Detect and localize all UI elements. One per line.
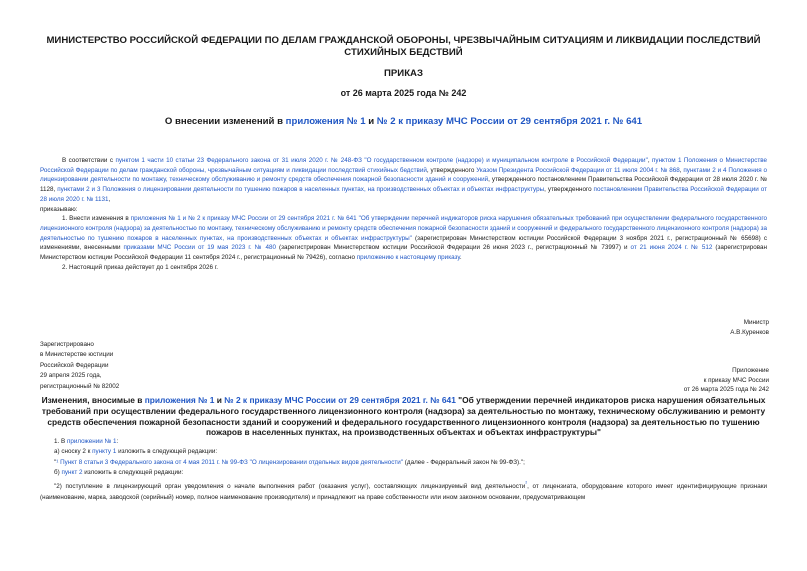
- item-footnote-quote: [40, 458, 767, 468]
- regulation-1131-link[interactable]: пунктами 2 и 3 Положения о лицензировании деятельности по тушению пожаров в населенных пунктах, на производственных объектах и объектах инфраструктуры: [57, 186, 545, 194]
- law-248-link[interactable]: пунктом 1 части 10 статьи 23 Федерального закона от 31 июля 2020 г. № 248-ФЗ "О государственном контроле (надзоре) и муниципальном контроле в Российской Федерации": [115, 157, 648, 164]
- point-2-paragraph: 2. Настоящий приказ действует до 1 сентября 2026 г.: [62, 263, 219, 271]
- item-a: [40, 447, 767, 457]
- appendix-link[interactable]: приложению к настоящему приказу: [356, 254, 460, 262]
- item-1: [40, 437, 767, 447]
- registration-line: в Министерстве юстиции: [40, 351, 114, 359]
- item-text: изложить в следующей редакции:: [116, 448, 218, 456]
- point-1-text: .: [459, 254, 462, 262]
- document-type: ПРИКАЗ: [384, 68, 423, 79]
- point-1-paragraph: [40, 214, 767, 263]
- item-text: б): [54, 469, 62, 477]
- signer-position: Министр: [743, 319, 769, 326]
- preamble-text: ,: [679, 166, 684, 174]
- changes-link-appendix-1[interactable]: приложения № 1: [144, 395, 215, 405]
- appendix-header: [684, 366, 769, 395]
- registration-line: Зарегистрировано: [40, 341, 94, 348]
- item-text: (далее - Федеральный закон № 99-ФЗ).";: [403, 458, 525, 466]
- point-1-link[interactable]: пункту 1: [92, 448, 117, 456]
- subject-mid: и: [365, 116, 377, 127]
- registration-line: Российской Федерации: [40, 361, 109, 369]
- point-1-text: (зарегистрирован Министерством юстиции Российской Федерации 11 сентября 2024 г., регистрационный № 79426), согласно: [40, 244, 767, 262]
- item-b: [40, 468, 767, 478]
- item-text: 1. В: [54, 438, 67, 445]
- item-text: а) сноску 2 к: [54, 448, 93, 456]
- point-1-text: 1. Внести изменения в: [62, 215, 131, 223]
- decree-868-link[interactable]: Указом Президента Российской Федерации от 11 июля 2004 г. № 868: [476, 166, 680, 174]
- point-2-link[interactable]: пункт 2: [61, 469, 83, 477]
- regulation-1128-link[interactable]: пунктами 2 и 4 Положения о лицензировании деятельности по монтажу, техническому обслуживанию и ремонту средств обеспечения пожарной безопасности зданий и сооружений: [40, 166, 767, 184]
- registration-block: [40, 340, 119, 392]
- order-480-link[interactable]: приказами МЧС России от 19 мая 2023 г. № 480: [123, 244, 277, 252]
- order-body: [40, 156, 767, 272]
- preamble-text: , утвержденного: [426, 166, 477, 174]
- changes-title-text: и: [214, 395, 225, 405]
- order-subject: [0, 116, 807, 127]
- preamble-paragraph: [40, 156, 767, 205]
- changes-items: [40, 437, 767, 503]
- changes-title-text: Изменения, вносимые в: [41, 395, 145, 405]
- registration-line: регистрационный № 82002: [40, 382, 120, 390]
- preamble-text: , утвержденного: [544, 186, 594, 194]
- subject-link-appendix-2[interactable]: № 2 к приказу МЧС России от 29 сентября 2021 г. № 641: [376, 116, 643, 127]
- prikazyvayu-line: приказываю:: [40, 205, 78, 213]
- appendix-line: Приложение: [732, 367, 769, 374]
- item-text: "2) поступление в лицензирующий орган уведомления о начале выполнения работ (оказания услуг), составляющих лицензируемый вид деятельности: [54, 482, 526, 490]
- subject-prefix: О внесении изменений в: [164, 116, 286, 127]
- changes-title-text: "Об утверждении перечней индикаторов риска нарушения обязательных требований при осуществлении федерального государственного лицензионного контроля (надзора) за деятельностью по монтажу, техническому обслуживанию и ремонту средств обеспечения пожарной безопасности зданий и сооружений и федерального государственного лицензионного контроля (надзора) за деятельностью по тушению пожаров в населенных пунктах, на производственных объектах и объектах инфраструктуры": [41, 395, 766, 438]
- changes-title: [40, 395, 767, 438]
- footnote-2-marker[interactable]: ²: [525, 480, 528, 487]
- preamble-text: В соответствии с: [62, 157, 116, 164]
- law-99-link[interactable]: ¹ Пункт 8 статьи 3 Федерального закона от 4 мая 2011 г. № 99-ФЗ "О лицензировании отдельных видов деятельности": [56, 458, 404, 466]
- item-point-2-text: [40, 479, 767, 503]
- subject-link-appendix-1[interactable]: приложения № 1: [285, 116, 366, 127]
- point-1-text: (зарегистрирован Министерством юстиции Российской Федерации 26 июня 2023 г., регистрационный № 73997) и: [276, 244, 631, 252]
- signer-name: А.В.Куренков: [730, 328, 769, 336]
- mchs-regulation-link[interactable]: пунктом 1 Положения о Министерстве Российской Федерации по делам гражданской обороны, чрезвычайным ситуациям и ликвидации последствий стихийных бедствий: [40, 157, 768, 174]
- signer-block: [730, 318, 769, 337]
- point-1-text: (зарегистрирован Министерством юстиции Российской Федерации 3 ноября 2021 г., регистрационный № 65698) с изменениями, внесенными: [40, 234, 767, 252]
- appendix-line: от 26 марта 2025 года № 242: [683, 386, 769, 393]
- order-641-link[interactable]: приложения № 1 и № 2 к приказу МЧС России от 29 сентября 2021 г. № 641 "Об утверждении перечней индикаторов риска нарушения обязательных требований при осуществлении федерального государственного лицензионного контроля (надзора) за деятельностью по монтажу, техническому обслуживанию и ремонту средств обеспечения пожарной безопасности зданий и сооружений и федерального государственного лицензионного контроля (надзора) за деятельностью по тушению пожаров в населенных пунктах, на производственных объектах и объектах инфраструктуры": [40, 215, 767, 242]
- item-text: изложить в следующей редакции:: [82, 469, 184, 477]
- registration-line: 29 апреля 2025 года,: [40, 372, 102, 380]
- appendix-1-link[interactable]: приложении № 1: [66, 438, 117, 445]
- order-512-link[interactable]: от 21 июня 2024 г. № 512: [630, 244, 713, 252]
- preamble-text: , утвержденного постановлением Правительства Российской Федерации от 28 июля 2020 г. № 1128,: [40, 176, 767, 194]
- resolution-1131-link[interactable]: постановлением Правительства Российской Федерации от 28 июля 2020 г. № 1131: [40, 186, 767, 203]
- preamble-text: ,: [647, 157, 653, 164]
- order-date-number: от 26 марта 2025 года № 242: [340, 88, 467, 98]
- appendix-line: к приказу МЧС России: [703, 376, 769, 384]
- ministry-name: МИНИСТЕРСТВО РОССИЙСКОЙ ФЕДЕРАЦИИ ПО ДЕЛАМ ГРАЖДАНСКОЙ ОБОРОНЫ, ЧРЕЗВЫЧАЙНЫМ СИТУАЦИЯМ И ЛИКВИДАЦИИ ПОСЛЕДСТВИЙ СТИХИЙНЫХ БЕДСТВИЙ: [46, 35, 761, 58]
- item-text: :: [116, 438, 119, 445]
- changes-link-appendix-2[interactable]: № 2 к приказу МЧС России от 29 сентября 2021 г. № 641: [224, 395, 456, 405]
- item-text: , от лицензиата, оборудование которого имеет идентифицирующие признаки (наименование, марка, заводской (серийный) номер, полное наименование производителя) и принадлежит на праве собственности или ином законном основании, предусматривающем: [40, 482, 768, 501]
- item-text: ": [54, 458, 57, 466]
- preamble-text: ,: [108, 195, 111, 203]
